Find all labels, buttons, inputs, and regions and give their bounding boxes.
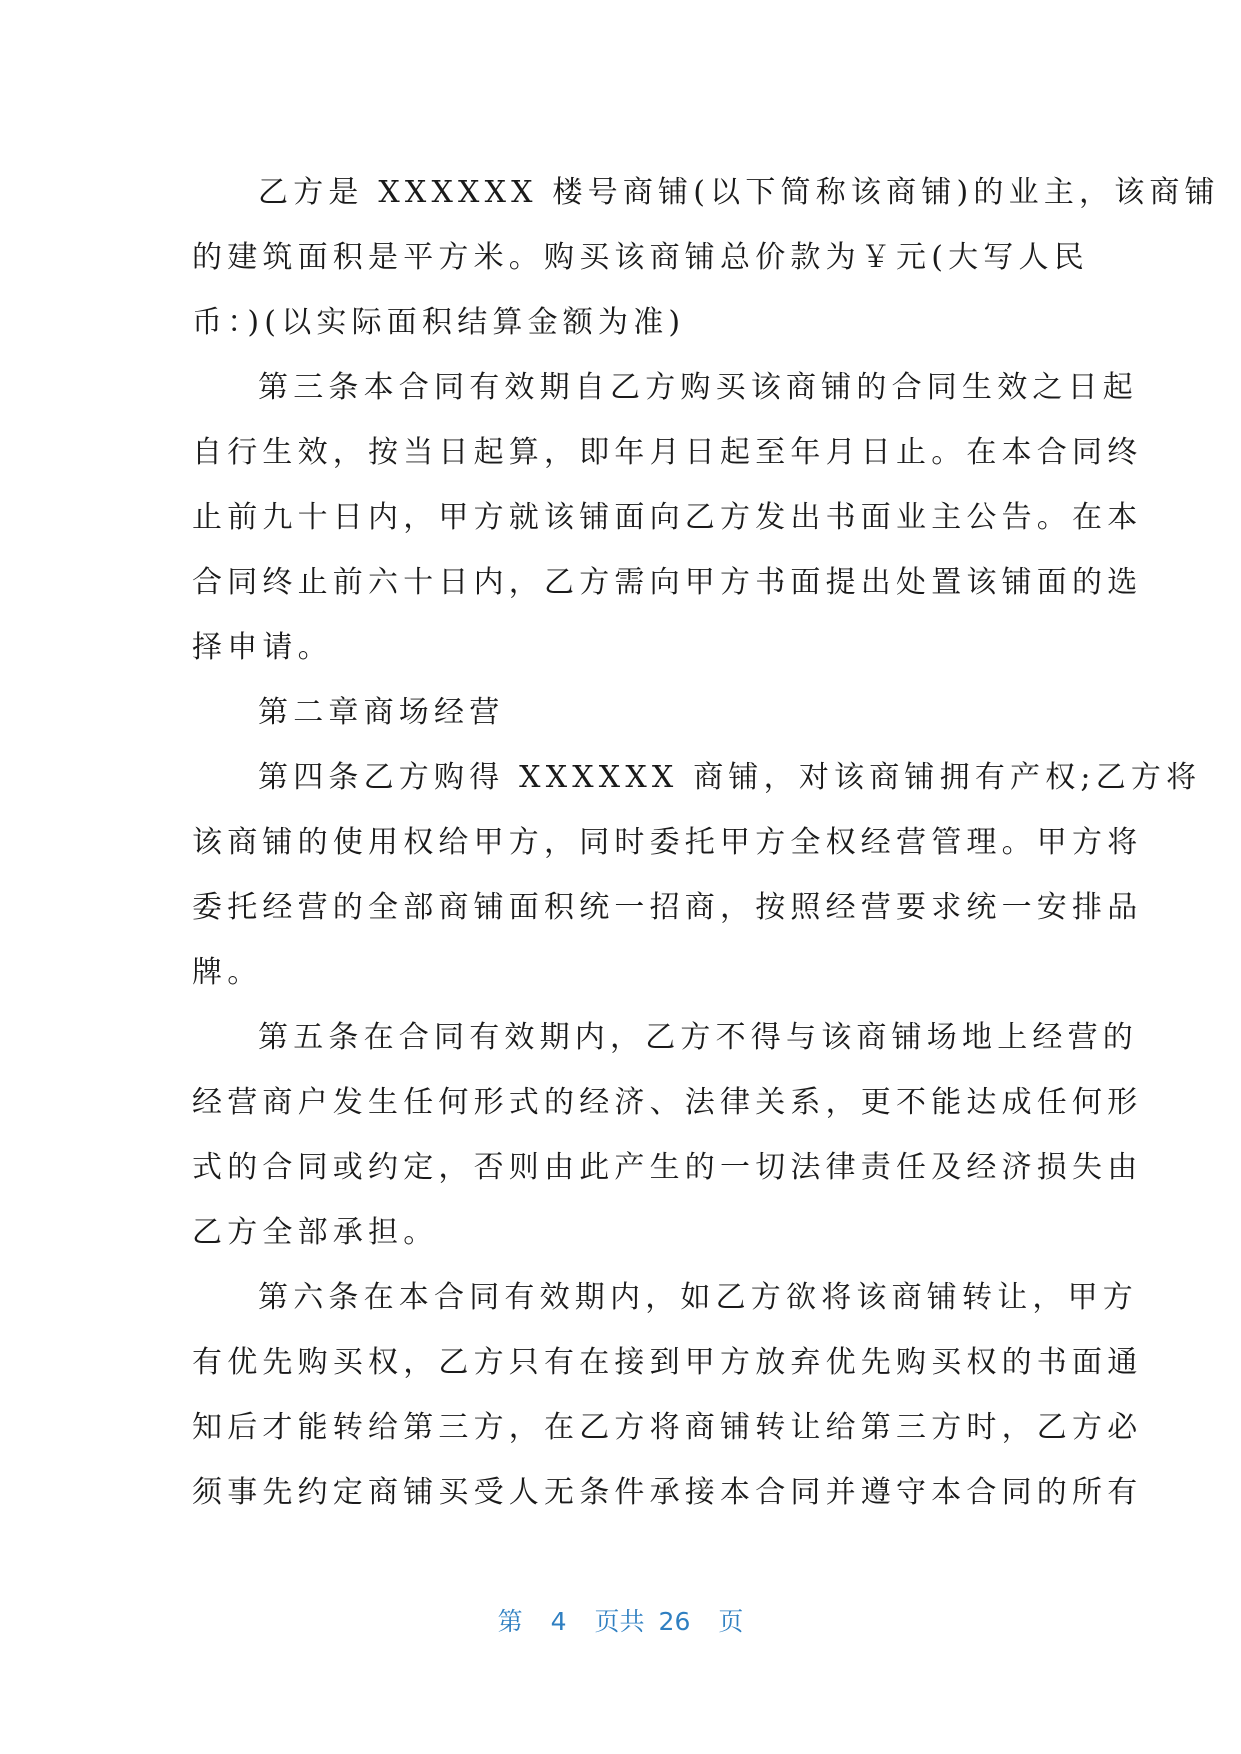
text-line: 合同终止前六十日内，乙方需向甲方书面提出处置该铺面的选 [192,565,1143,600]
footer-suffix: 页 [718,1607,744,1636]
paragraph-article-4 [192,745,1202,1005]
text-line: 须事先约定商铺买受人无条件承接本合同并遵守本合同的所有 [192,1475,1143,1510]
paragraph-article-6 [192,1265,1143,1525]
text-line: 的建筑面积是平方米。购买该商铺总价款为￥元(大写人民 [192,240,1089,275]
footer-prefix: 第 [497,1607,523,1636]
paragraph-owner-info [192,160,1220,355]
total-pages: 26 [658,1607,691,1636]
chapter-heading [192,680,1052,745]
text-line: 自行生效，按当日起算，即年月日起至年月日止。在本合同终 [192,435,1143,470]
text-line: 有优先购买权，乙方只有在接到甲方放弃优先购买权的书面通 [192,1345,1143,1380]
text-line: 牌。 [192,955,263,990]
footer-middle: 页共 [594,1607,645,1636]
text-line: 知后才能转给第三方，在乙方将商铺转让给第三方时，乙方必 [192,1410,1143,1445]
paragraph-article-5 [192,1005,1143,1265]
text-line: 该商铺的使用权给甲方，同时委托甲方全权经营管理。甲方将 [192,825,1143,860]
text-line: 第四条乙方购得 XXXXXX 商铺，对该商铺拥有产权;乙方将 [258,760,1202,795]
text-line: 式的合同或约定，否则由此产生的一切法律责任及经济损失由 [192,1150,1143,1185]
text-line: 币：)(以实际面积结算金额为准) [192,305,686,340]
document-body [192,160,1220,1525]
text-line: 第三条本合同有效期自乙方购买该商铺的合同生效之日起 [258,370,1138,405]
text-line: 择申请。 [192,630,333,665]
text-line: 乙方全部承担。 [192,1215,439,1250]
text-line: 第六条在本合同有效期内，如乙方欲将该商铺转让，甲方 [258,1280,1138,1315]
text-line: 乙方是 XXXXXX 楼号商铺(以下简称该商铺)的业主，该商铺 [258,175,1220,210]
text-line: 第五条在合同有效期内，乙方不得与该商铺场地上经营的 [258,1020,1138,1055]
paragraph-article-3 [192,355,1143,680]
text-line: 止前九十日内，甲方就该铺面向乙方发出书面业主公告。在本 [192,500,1143,535]
text-line: 第二章商场经营 [258,695,505,730]
page-footer [0,1602,1241,1638]
text-line: 经营商户发生任何形式的经济、法律关系，更不能达成任何形 [192,1085,1143,1120]
text-line: 委托经营的全部商铺面积统一招商，按照经营要求统一安排品 [192,890,1143,925]
current-page-number: 4 [550,1607,567,1636]
